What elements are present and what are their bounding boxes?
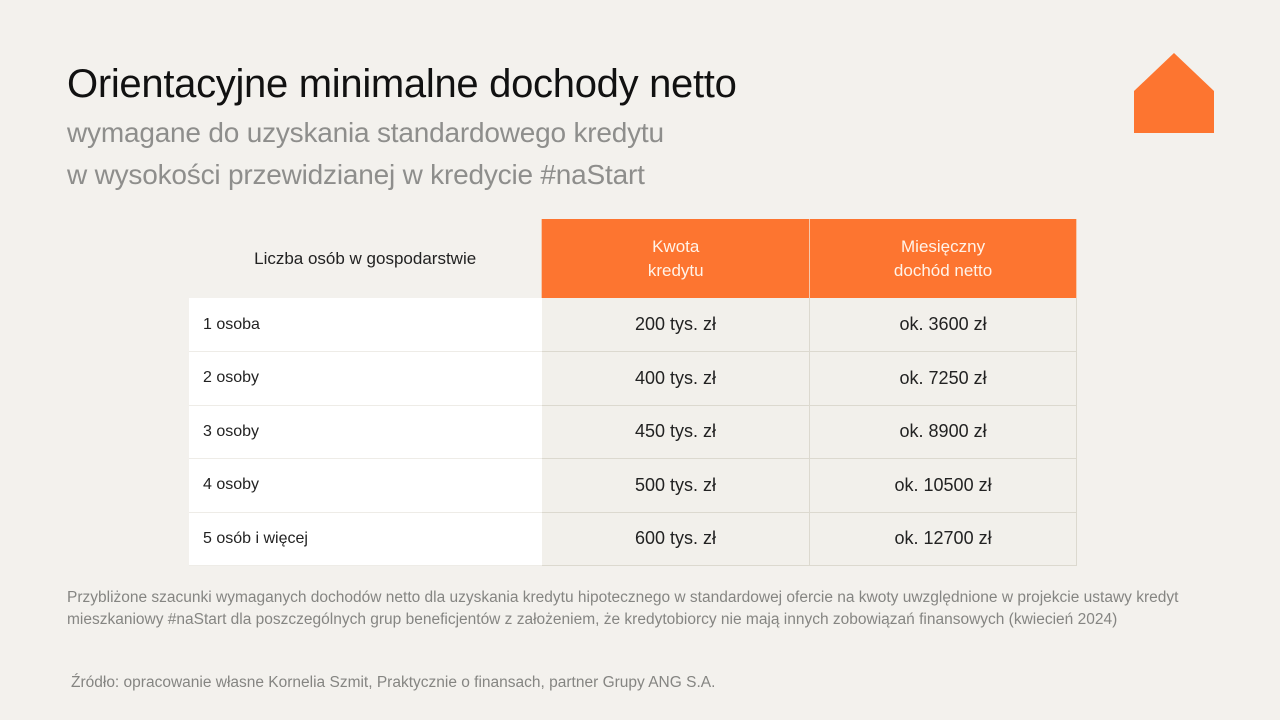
cell-loan: 450 tys. zł: [542, 405, 810, 459]
cell-household: 3 osoby: [189, 405, 542, 459]
cell-loan: 600 tys. zł: [542, 512, 810, 566]
table-header-row: [189, 219, 1077, 298]
header-text: kredytu: [647, 260, 704, 280]
cell-household: 1 osoba: [189, 298, 542, 352]
cell-income: ok. 10500 zł: [810, 459, 1077, 513]
cell-household: 4 osoby: [189, 459, 542, 513]
subtitle-line-2: w wysokości przewidzianej w kredycie #naStart: [67, 159, 645, 190]
cell-income: ok. 12700 zł: [810, 512, 1077, 566]
table-row: [189, 512, 1077, 566]
income-table: [189, 219, 1077, 566]
source-citation: Źródło: opracowanie własne Kornelia Szmit, Praktycznie o finansach, partner Grupy ANG S.A.: [71, 674, 716, 691]
column-header-loan-amount: [542, 219, 810, 298]
subtitle-line-1: wymagane do uzyskania standardowego kredytu: [67, 117, 664, 148]
cell-income: ok. 3600 zł: [810, 298, 1077, 352]
header-text: Miesięczny: [901, 236, 986, 256]
cell-income: ok. 7250 zł: [810, 352, 1077, 406]
table-row: [189, 298, 1077, 352]
cell-loan: 200 tys. zł: [542, 298, 810, 352]
cell-household: 2 osoby: [189, 352, 542, 406]
table-row: [189, 459, 1077, 513]
cell-income: ok. 8900 zł: [810, 405, 1077, 459]
header-text: dochód netto: [893, 260, 993, 280]
column-header-monthly-income: [810, 219, 1077, 298]
cell-loan: 400 tys. zł: [542, 352, 810, 406]
page-subtitle: [67, 112, 664, 196]
column-header-household: Liczba osób w gospodarstwie: [189, 219, 542, 298]
table-row: [189, 352, 1077, 406]
cell-loan: 500 tys. zł: [542, 459, 810, 513]
page-title: Orientacyjne minimalne dochody netto: [67, 62, 737, 106]
footnote: Przybliżone szacunki wymaganych dochodów netto dla uzyskania kredytu hipotecznego w standardowej ofercie na kwoty uwzględnione w projekcie ustawy kredyt mieszkaniowy #naStart dla poszczególnych grup beneficjentów z założeniem, że kredytobiorcy nie mają innych zobowiązań finansowych (kwiecień 2024): [67, 589, 1179, 628]
header-text: Kwota: [652, 236, 700, 256]
house-icon: [1134, 53, 1214, 133]
cell-household: 5 osób i więcej: [189, 512, 542, 566]
table-row: [189, 405, 1077, 459]
